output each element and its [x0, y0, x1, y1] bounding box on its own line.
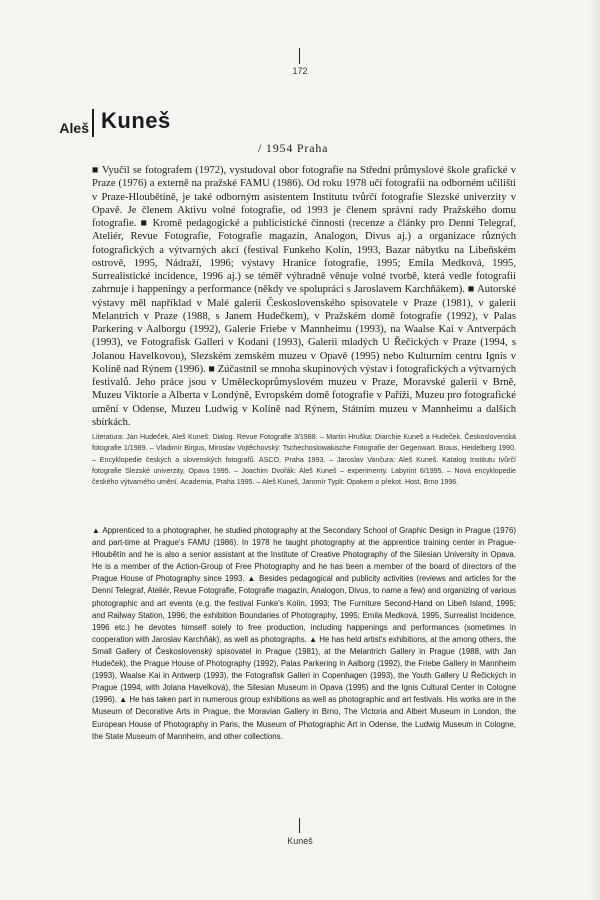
top-rule: [299, 48, 300, 64]
artist-first-name: Aleš: [59, 120, 89, 136]
name-divider-bar: [92, 109, 94, 137]
birth-year-place: / 1954 Praha: [258, 141, 329, 155]
bibliography: Literatura: Jan Hudeček, Aleš Kuneš: Dialog. Revue Fotografie 3/1988. – Martin Hruška: Diarchie Kuneš a Hudeček. Československá fotografie 1/1989. – Vladimír Birgus, Miroslav Vojtěchovský: Tschechoslowakische Fotografie der Gegenwart. Braus, Heidelberg 1990. – Encyklopedie českých a slovenských fotografů. ASCO, Praha 1993. – Jaroslav Vančura: Aleš Kuneš. Katalog Institutu tvůrčí fotografie Slezské univerzity, Opava 1995. – Joachim Dvořák: Aleš Kuneš – experimenty. Labyrint 6/1995. – Nová encyklopedie českého výtvarného umění. Academia, Praha 1995. – Aleš Kuneš, Jaromír Typlt: Opakem o překot. Host, Brno 1996.: [92, 433, 516, 487]
page-edge-shadow: [588, 0, 600, 900]
footer-running-title: Kuneš: [287, 836, 313, 846]
bottom-rule: [299, 818, 300, 833]
page-number: 172: [292, 66, 308, 76]
artist-last-name: Kuneš: [101, 108, 171, 133]
english-biography: ▲ Apprenticed to a photographer, he studied photography at the Secondary School of Graphic Design in Prague (1976) and part-time at Prague's FAMU (1986). In 1978 he taught photography at the apprentice training center in Prague-Hloubětín and he is also a senior assistant at the Institute of Creative Photography of the Silesian University in Opava. He is a member of the Action-Group of Free Photography and he has been a member of the board of directors of the Prague House of Photography since 1993. ▲ Besides pedagogical and publicity activities (reviews and articles for the Denní Telegraf, Ateliér, Revue Fotografie, Fotografie magazín, Analogon, Divus, to name a few) and organizing of various photographic and art events (e.g. the festival Funke's Kolín, 1993; The Furniture Second-Hand on Libeň Island, 1995; and Railway Station, 1996; the exhibition Boundaries of Photography, 1995; Emila Medková, 1995, Surrealist Incidence, 1996 etc.) he devotes himself solely to free production, including happenings and performances (sometimes in cooperation with Jaroslav Karchňák), as well as photographs. ▲ He has held artist's exhibitions, at the among others, the Small Gallery of Československý spisovatel in Prague (1981), at the Melantrich Gallery in Prague (1988, with Jan Hudeček), the Prague House of Photography (1992), Palas Parkering in Aalborg (1992), the Friebe Gallery in Mannheim (1993), Waalse Kai in Antwerp (1993), the Fotografisk Galleri in Copenhagen (1993), the Youth Gallery U Řečických in Prague (1994, with Jolana Havelková), the Silesian Museum in Opava (1995) and the Ignis Cultural Center in Cologne (1996). ▲ He has taken part in numerous group exhibitions as well as photographic and art festivals. His works are in the Museum of Decorative Arts in Prague, the Moravian Gallery in Brno, The Victoria and Albert Museum in London, the European House of Photography in Paris, the Museum of Photographic Art in Odense, the Ludwig Museum in Cologne, the State Museum of Mannheim, and other collections.: [92, 526, 516, 741]
czech-biography: ■ Vyučil se fotografem (1972), vystudoval obor fotografie na Střední průmyslové škole grafické v Praze (1976) a externě na pražské FAMU (1986). Od roku 1978 učí fotografii na odborném učilišti v Praze-Hloubětíně, je také odborným asistentem Institutu tvůrčí fotografie Slezské univerzity v Opavě. Je členem Aktivu volné fotografie, od 1993 je členem správní rady Pražského domu fotografie. ■ Kromě pedagogické a publicistické činnosti (recenze a články pro Denní Telegraf, Ateliér, Revue Fotografie, Fotografie magazín, Analogon, Divus aj.) a organizace různých fotografických a výtvarných akcí (festival Funkeho Kolín, 1993, Bazar nábytku na Libeňském ostrově, 1995, Nádraží, 1996; výstavy Hranice fotografie, 1995; Emila Medková, 1995, Surrealistické incidence, 1996 aj.) se téměř výhradně věnuje volné tvorbě, která vedle fotografií zahrnuje i happeningy a performance (někdy ve spolupráci s Jaroslavem Karchňákem). ■ Autorské výstavy měl například v Malé galerii Československého spisovatele v Praze (1981), v galerii Melantrich v Praze (1988, s Janem Hudečkem), v Pražském domě fotografie (1992), v Palas Parkering v Aalborgu (1992), Galerie Friebe v Mannheimu (1993), na Waalse Kai v Antverpách (1993), ve Fotografisk Galleri v Kodani (1993), Galerii mladých U Řečických v Praze (1994, s Jolanou Havelkovou), Slezském zemském muzeu v Opavě (1995) nebo Kulturním centru Ignis v Kolíně nad Rýnem (1996). ■ Zúčastnil se mnoha skupinových výstav i fotografických a výtvarných festivalů. Jeho práce jsou v Uměleckoprůmyslovém muzeu v Praze, Moravské galerii v Brně, Muzeu Viktorie a Alberta v Londýně, Evropském domě fotografie v Paříži, Muzeu pro fotografické umění v Odense, Muzeu Ludwig v Kolíně nad Rýnem, Státním muzeu v Mannheimu a dalších sbírkách.: [92, 165, 516, 428]
